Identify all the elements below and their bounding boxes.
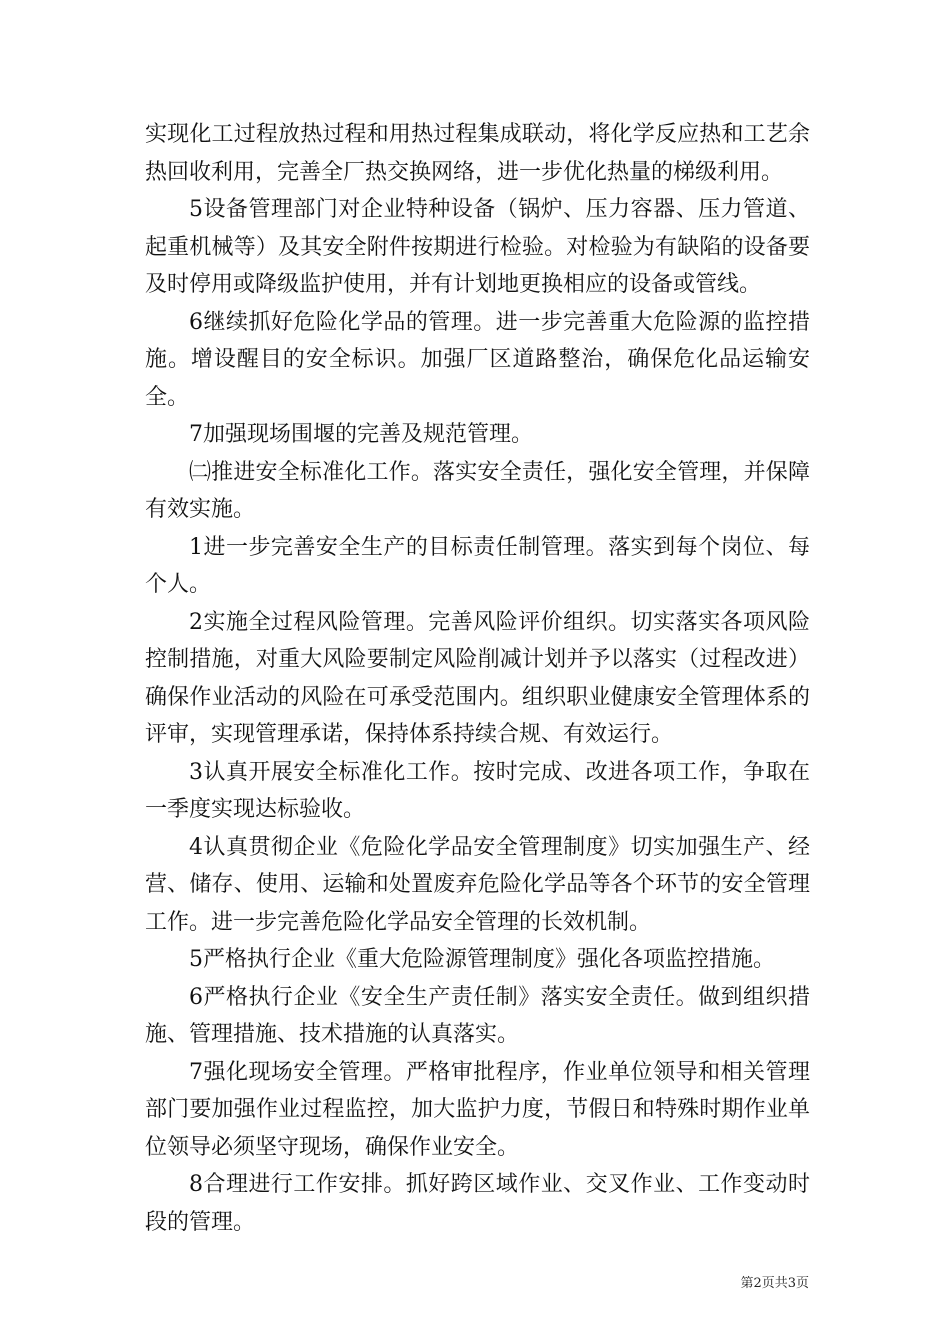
- page-footer: 第2页共3页: [740, 1276, 809, 1291]
- paragraph: 3认真开展安全标准化工作。按时完成、改进各项工作，争取在一季度实现达标验收。: [145, 759, 810, 822]
- paragraph: 4认真贯彻企业《危险化学品安全管理制度》切实加强生产、经营、储存、使用、运输和处置废弃危险化学品等各个环节的安全管理工作。进一步完善危险化学品安全管理的长效机制。: [145, 834, 810, 935]
- paragraph: 6严格执行企业《安全生产责任制》落实安全责任。做到组织措施、管理措施、技术措施的认真落实。: [145, 984, 810, 1047]
- paragraph: 6继续抓好危险化学品的管理。进一步完善重大危险源的监控措施。增设醒目的安全标识。加强厂区道路整治，确保危化品运输安全。: [145, 309, 810, 410]
- paragraph: 5严格执行企业《重大危险源管理制度》强化各项监控措施。: [189, 947, 775, 972]
- document-body: [145, 116, 810, 1241]
- paragraph: 实现化工过程放热过程和用热过程集成联动，将化学反应热和工艺余热回收利用，完善全厂热交换网络，进一步优化热量的梯级利用。: [145, 122, 810, 185]
- paragraph: 5设备管理部门对企业特种设备（锅炉、压力容器、压力管道、起重机械等）及其安全附件按期进行检验。对检验为有缺陷的设备要及时停用或降级监护使用，并有计划地更换相应的设备或管线。: [145, 197, 810, 297]
- paragraph: ㈡推进安全标准化工作。落实安全责任，强化安全管理，并保障有效实施。: [145, 459, 810, 522]
- paragraph: 1进一步完善安全生产的目标责任制管理。落实到每个岗位、每个人。: [145, 534, 810, 597]
- paragraph: 7加强现场围堰的完善及规范管理。: [189, 422, 533, 447]
- paragraph: 7强化现场安全管理。严格审批程序，作业单位领导和相关管理部门要加强作业过程监控，加大监护力度，节假日和特殊时期作业单位领导必须坚守现场，确保作业安全。: [145, 1059, 810, 1160]
- paragraph: 8合理进行工作安排。抓好跨区域作业、交叉作业、工作变动时段的管理。: [145, 1172, 810, 1235]
- paragraph: 2实施全过程风险管理。完善风险评价组织。切实落实各项风险控制措施，对重大风险要制定风险削减计划并予以落实（过程改进）确保作业活动的风险在可承受范围内。组织职业健康安全管理体系的评审，实现管理承诺，保持体系持续合规、有效运行。: [145, 609, 810, 747]
